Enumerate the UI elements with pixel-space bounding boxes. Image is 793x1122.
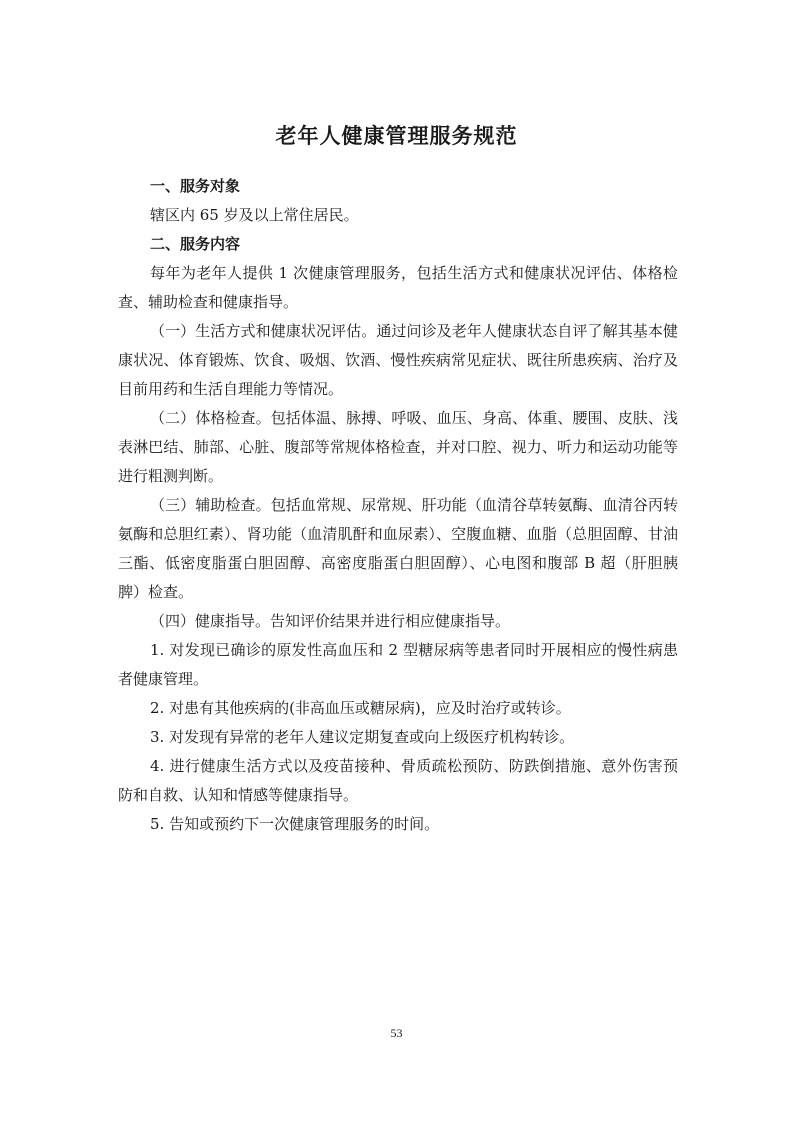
section-heading-service-content: 二、服务内容 xyxy=(150,235,241,253)
paragraph-lifestyle-assessment: （一）生活方式和健康状况评估。通过问诊及老年人健康状态自评了解其基本健康状况、体育锻炼、饮食、吸烟、饮酒、慢性疾病常见症状、既往所患疾病、治疗及目前用药和生活自理能力等情况。 xyxy=(118,322,678,398)
document-body xyxy=(118,172,678,839)
paragraph-health-guidance: （四）健康指导。告知评价结果并进行相应健康指导。 xyxy=(150,612,511,630)
list-item-guidance-3: 3. 对发现有异常的老年人建议定期复查或向上级医疗机构转诊。 xyxy=(150,728,575,746)
paragraph-physical-exam: （二）体格检查。包括体温、脉搏、呼吸、血压、身高、体重、腰围、皮肤、浅表淋巴结、肺部、心脏、腹部等常规体格检查，并对口腔、视力、听力和运动功能等进行粗测判断。 xyxy=(118,409,678,485)
document-title: 老年人健康管理服务规范 xyxy=(275,124,518,148)
section-heading-service-target: 一、服务对象 xyxy=(150,177,241,195)
service-target-text: 辖区内 65 岁及以上常住居民。 xyxy=(150,206,359,224)
paragraph-overview: 每年为老年人提供 1 次健康管理服务，包括生活方式和健康状况评估、体格检查、辅助检查和健康指导。 xyxy=(118,264,678,311)
paragraph-auxiliary-exam: （三）辅助检查。包括血常规、尿常规、肝功能（血清谷草转氨酶、血清谷丙转氨酶和总胆红素）、肾功能（血清肌酐和血尿素）、空腹血糖、血脂（总胆固醇、甘油三酯、低密度脂蛋白胆固醇、高密度脂蛋白胆固醇）、心电图和腹部 B 超（肝胆胰脾）检查。 xyxy=(118,496,678,601)
list-item-guidance-5: 5. 告知或预约下一次健康管理服务的时间。 xyxy=(150,815,440,833)
list-item-guidance-1: 1. 对发现已确诊的原发性高血压和 2 型糖尿病等患者同时开展相应的慢性病患者健康管理。 xyxy=(118,641,678,688)
page-number: 53 xyxy=(390,1026,403,1040)
list-item-guidance-4: 4. 进行健康生活方式以及疫苗接种、骨质疏松预防、防跌倒措施、意外伤害预防和自救、认知和情感等健康指导。 xyxy=(118,757,678,804)
list-item-guidance-2: 2. 对患有其他疾病的(非高血压或糖尿病)，应及时治疗或转诊。 xyxy=(150,699,571,717)
